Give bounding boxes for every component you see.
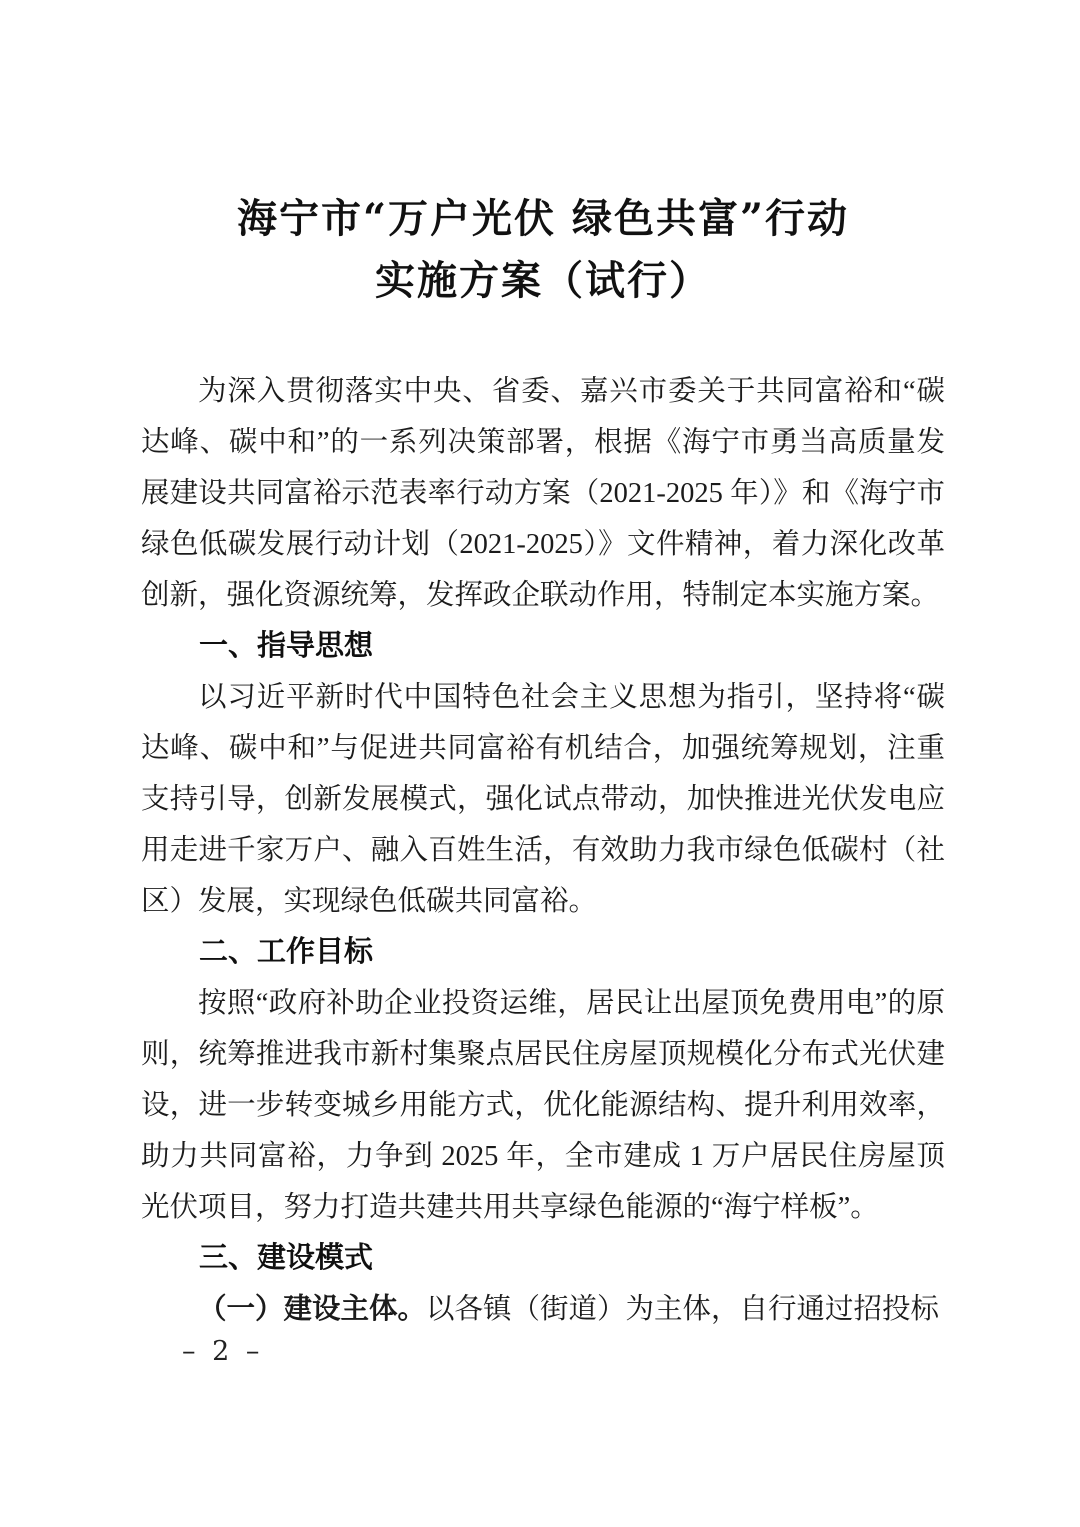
work-goals-paragraph: 按照“政府补助企业投资运维，居民让出屋顶免费用电”的原则，统筹推进我市新村集聚点居民住房屋顶规模化分布式光伏建设，进一步转变城乡用能方式，优化能源结构、提升利用效率，助力共同富裕，力争到 2025 年，全市建成 1 万户居民住房屋顶光伏项目，努力打造共建共用共享绿色能源的“海宁样板”。 <box>141 988 945 1223</box>
document-body <box>141 366 945 1335</box>
section-heading-construction-mode: 三、建设模式 <box>199 1242 374 1274</box>
document-text-column <box>141 188 945 1335</box>
guiding-ideology-paragraph: 以习近平新时代中国特色社会主义思想为指引，坚持将“碳达峰、碳中和”与促进共同富裕有机结合，加强统筹规划，注重支持引导，创新发展模式，强化试点带动，加快推进光伏发电应用走进千家万户、融入百姓生活，有效助力我市绿色低碳村（社区）发展，实现绿色低碳共同富裕。 <box>141 682 945 917</box>
page-number: – 2 – <box>182 1336 264 1367</box>
section-heading-guiding-ideology: 一、指导思想 <box>199 630 374 662</box>
title-line-2: 实施方案（试行） <box>375 257 711 304</box>
clause-lead: （一）建设主体。 <box>198 1294 427 1325</box>
clause-text: 以各镇（街道）为主体，自行通过招投标 <box>426 1294 940 1325</box>
intro-paragraph: 为深入贯彻落实中央、省委、嘉兴市委关于共同富裕和“碳达峰、碳中和”的一系列决策部署，根据《海宁市勇当高质量发展建设共同富裕示范表率行动方案（2021-2025 年）》和《海宁市绿色低碳发展行动计划（2021-2025）》文件精神，着力深化改革创新，强化资源统筹，发挥政企联动作用，特制定本实施方案。 <box>141 376 945 611</box>
section-heading-work-goals: 二、工作目标 <box>199 936 374 968</box>
title-line-1: 海宁市“万户光伏 绿色共富”行动 <box>237 195 849 242</box>
document-title <box>141 188 945 312</box>
clause-construction-subject <box>141 1284 945 1335</box>
